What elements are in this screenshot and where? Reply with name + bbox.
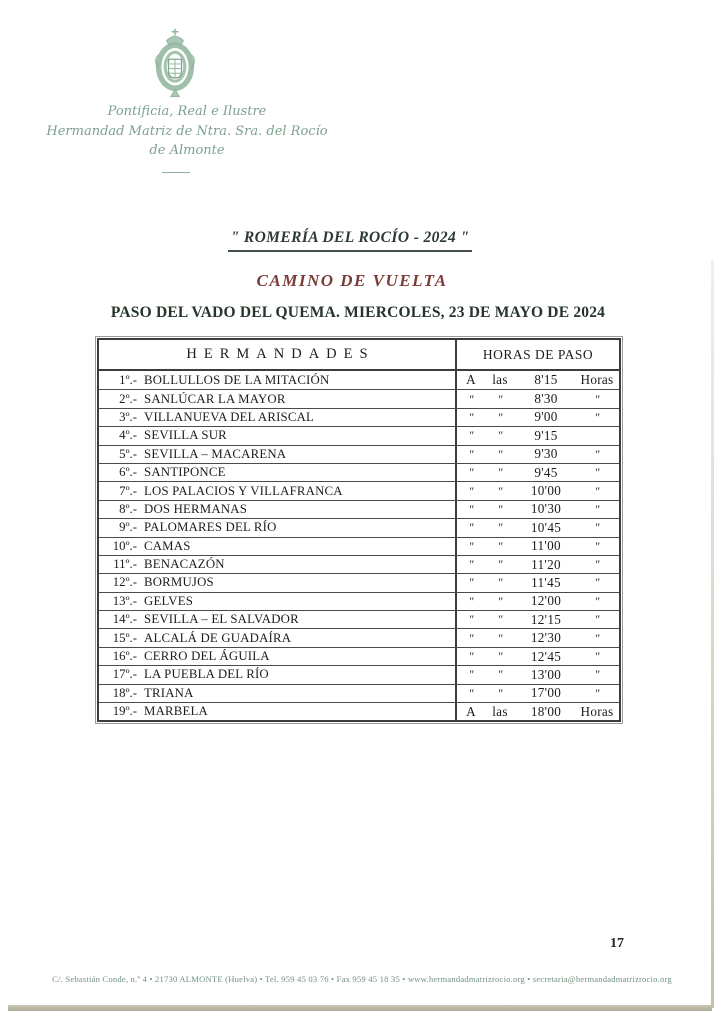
table-row xyxy=(99,426,619,444)
hermandad-cell xyxy=(99,538,455,555)
hermandad-ordinal: 2º.- xyxy=(119,391,137,406)
time-value: 8'30 xyxy=(534,391,558,407)
time-cell xyxy=(455,703,619,720)
hermandad-name: PALOMARES DEL RÍO xyxy=(144,520,277,535)
time-suffix-horas: " xyxy=(594,465,600,480)
table-row xyxy=(99,647,619,665)
time-prefix-las: las xyxy=(492,703,508,719)
table-row xyxy=(99,628,619,646)
time-value: 10'30 xyxy=(530,501,562,517)
time-prefix-a: " xyxy=(468,483,474,498)
org-line-3: de Almonte xyxy=(149,143,225,158)
hermandad-name: VILLANUEVA DEL ARISCAL xyxy=(144,409,315,424)
table-row xyxy=(99,389,619,407)
time-cell xyxy=(455,648,619,665)
time-prefix-a: " xyxy=(468,685,474,700)
column-header-horas-de-paso: HORAS DE PASO xyxy=(455,340,619,369)
time-suffix-horas: " xyxy=(594,557,600,572)
table-row xyxy=(99,408,619,426)
organization-name xyxy=(27,102,347,161)
time-prefix-las: " xyxy=(497,575,503,590)
org-line-2: Hermandad Matriz de Ntra. Sra. del Rocío xyxy=(46,123,328,139)
time-prefix-las: " xyxy=(497,520,503,535)
time-prefix-a: A xyxy=(466,372,476,388)
org-divider-rule xyxy=(162,172,190,173)
hermandad-ordinal: 8º.- xyxy=(119,501,137,516)
time-prefix-a: " xyxy=(468,649,474,664)
time-cell xyxy=(455,538,619,555)
time-value: 8'15 xyxy=(534,372,558,388)
time-value: 12'00 xyxy=(530,593,562,609)
hermandad-ordinal: 13º.- xyxy=(112,593,137,608)
table-row xyxy=(99,702,619,720)
hermandad-name: SANLÚCAR LA MAYOR xyxy=(144,391,286,406)
hermandad-cell xyxy=(99,685,455,702)
table-row xyxy=(99,371,619,389)
time-suffix-horas: " xyxy=(594,612,600,627)
time-cell xyxy=(455,574,619,591)
hermandad-name: DOS HERMANAS xyxy=(144,501,248,516)
hermandad-ordinal: 12º.- xyxy=(112,575,137,590)
hermandad-cell xyxy=(99,611,455,628)
time-prefix-a: " xyxy=(468,630,474,645)
hermandad-name: SEVILLA SUR xyxy=(144,428,227,443)
timetable-header-row xyxy=(99,340,619,371)
time-suffix-horas: " xyxy=(594,501,600,516)
document-subtitle: CAMINO DE VUELTA xyxy=(256,271,448,290)
time-suffix-horas: " xyxy=(594,538,600,553)
time-prefix-las: " xyxy=(497,538,503,553)
time-prefix-a: " xyxy=(468,501,474,516)
page-scan-bottom-edge xyxy=(8,1005,712,1011)
time-suffix-horas: " xyxy=(594,575,600,590)
time-cell xyxy=(455,666,619,683)
hermandad-cell xyxy=(99,427,455,444)
time-suffix-horas: " xyxy=(594,685,600,700)
time-value: 11'00 xyxy=(531,538,561,554)
hermandad-name: CERRO DEL ÁGUILA xyxy=(144,649,270,664)
hermandad-name: LA PUEBLA DEL RÍO xyxy=(144,667,269,682)
time-prefix-a: " xyxy=(468,575,474,590)
time-suffix-horas: " xyxy=(594,409,600,424)
hermandad-name: GELVES xyxy=(144,593,194,608)
hermandad-ordinal: 5º.- xyxy=(119,446,137,461)
time-cell xyxy=(455,593,619,610)
table-row xyxy=(99,500,619,518)
time-prefix-a: A xyxy=(466,703,476,719)
time-value: 9'30 xyxy=(534,446,558,462)
time-prefix-a: " xyxy=(468,446,474,461)
time-prefix-las: " xyxy=(497,428,503,443)
time-prefix-las: " xyxy=(497,593,503,608)
time-value: 9'15 xyxy=(534,427,558,443)
time-prefix-las: " xyxy=(497,483,503,498)
time-cell xyxy=(455,482,619,499)
hermandad-ordinal: 18º.- xyxy=(112,685,137,700)
table-row xyxy=(99,463,619,481)
time-prefix-las: las xyxy=(492,372,508,388)
hermandad-cell xyxy=(99,371,455,389)
time-cell xyxy=(455,519,619,536)
time-suffix-horas: " xyxy=(594,649,600,664)
hermandad-name: SEVILLA – MACARENA xyxy=(144,446,287,461)
document-title xyxy=(0,229,700,252)
column-header-hermandades: HERMANDADES xyxy=(186,346,375,362)
hermandad-crest-icon xyxy=(147,27,203,99)
hermandad-name: LOS PALACIOS Y VILLAFRANCA xyxy=(144,483,343,498)
time-prefix-a: " xyxy=(468,465,474,480)
hermandad-ordinal: 1º.- xyxy=(119,372,137,387)
time-prefix-a: " xyxy=(468,612,474,627)
hermandad-ordinal: 7º.- xyxy=(119,483,137,498)
time-cell xyxy=(455,390,619,407)
time-value: 9'00 xyxy=(534,409,558,425)
time-cell xyxy=(455,685,619,702)
time-prefix-a: " xyxy=(468,557,474,572)
time-suffix-horas: " xyxy=(594,593,600,608)
table-row xyxy=(99,592,619,610)
time-prefix-las: " xyxy=(497,409,503,424)
time-prefix-las: " xyxy=(497,391,503,406)
table-row xyxy=(99,610,619,628)
event-heading: PASO DEL VADO DEL QUEMA. MIERCOLES, 23 DE MAYO DE 2024 xyxy=(110,304,606,321)
time-value: 11'20 xyxy=(531,556,561,572)
time-prefix-las: " xyxy=(497,630,503,645)
hermandad-cell xyxy=(99,482,455,499)
table-row xyxy=(99,518,619,536)
hermandad-ordinal: 4º.- xyxy=(119,428,137,443)
time-value: 12'15 xyxy=(530,611,562,627)
time-prefix-las: " xyxy=(497,649,503,664)
time-cell xyxy=(455,611,619,628)
hermandad-ordinal: 19º.- xyxy=(112,704,137,719)
hermandad-ordinal: 6º.- xyxy=(119,465,137,480)
time-value: 13'00 xyxy=(530,666,562,682)
page-number: 17 xyxy=(610,936,624,951)
time-prefix-a: " xyxy=(468,538,474,553)
time-prefix-las: " xyxy=(497,501,503,516)
time-suffix-horas: " xyxy=(594,667,600,682)
hermandad-name: BOLLULLOS DE LA MITACIÓN xyxy=(144,372,330,387)
time-value: 17'00 xyxy=(530,685,562,701)
time-value: 12'45 xyxy=(530,648,562,664)
time-suffix-horas: " xyxy=(594,630,600,645)
hermandad-name: SANTIPONCE xyxy=(144,465,226,480)
hermandad-name: BENACAZÓN xyxy=(144,557,225,572)
time-value: 10'00 xyxy=(530,483,562,499)
hermandad-ordinal: 10º.- xyxy=(112,538,137,553)
table-row xyxy=(99,684,619,702)
time-cell xyxy=(455,556,619,573)
table-body xyxy=(99,371,619,720)
hermandad-cell xyxy=(99,556,455,573)
time-prefix-las: " xyxy=(497,685,503,700)
hermandad-cell xyxy=(99,519,455,536)
time-suffix-horas: " xyxy=(594,483,600,498)
hermandad-cell xyxy=(99,593,455,610)
table-row xyxy=(99,555,619,573)
time-value: 18'00 xyxy=(530,703,562,719)
hermandad-ordinal: 9º.- xyxy=(119,520,137,535)
time-cell xyxy=(455,629,619,646)
time-prefix-a: " xyxy=(468,593,474,608)
hermandad-cell xyxy=(99,666,455,683)
time-prefix-a: " xyxy=(468,520,474,535)
table-row xyxy=(99,445,619,463)
document-title-text: " ROMERÍA DEL ROCÍO - 2024 " xyxy=(228,229,473,252)
time-cell xyxy=(455,501,619,518)
time-suffix-horas: " xyxy=(594,446,600,461)
time-prefix-a: " xyxy=(468,428,474,443)
table-row xyxy=(99,537,619,555)
time-value: 10'45 xyxy=(530,519,562,535)
time-prefix-las: " xyxy=(497,446,503,461)
footer-contact-line: C/. Sebastián Conde, n.º 4 • 21730 ALMONTE (Huelva) • Tel. 959 45 03 76 • Fax 959 45 18 35 • www.hermandadmatrizrocio.org • secretaria@hermandadmatrizrocio.org xyxy=(52,974,672,984)
time-suffix-horas: Horas xyxy=(580,703,614,719)
table-row xyxy=(99,665,619,683)
time-value: 9'45 xyxy=(534,464,558,480)
hermandad-name: SEVILLA – EL SALVADOR xyxy=(144,612,299,627)
hermandad-ordinal: 15º.- xyxy=(112,630,137,645)
time-cell xyxy=(455,427,619,444)
hermandad-ordinal: 14º.- xyxy=(112,612,137,627)
hermandad-ordinal: 3º.- xyxy=(119,409,137,424)
time-suffix-horas: " xyxy=(594,391,600,406)
time-value: 11'45 xyxy=(531,574,561,590)
time-prefix-a: " xyxy=(468,667,474,682)
hermandad-ordinal: 11º.- xyxy=(113,557,137,572)
time-prefix-las: " xyxy=(497,612,503,627)
org-line-1: Pontificia, Real e Ilustre xyxy=(107,104,267,119)
hermandad-cell xyxy=(99,501,455,518)
time-suffix-horas: " xyxy=(594,520,600,535)
table-row xyxy=(99,573,619,591)
hermandad-name: TRIANA xyxy=(144,685,194,700)
hermandad-ordinal: 16º.- xyxy=(112,649,137,664)
hermandad-cell xyxy=(99,409,455,426)
hermandad-cell xyxy=(99,574,455,591)
hermandad-cell xyxy=(99,648,455,665)
time-cell xyxy=(455,446,619,463)
hermandad-cell xyxy=(99,703,455,720)
time-prefix-a: " xyxy=(468,409,474,424)
time-cell xyxy=(455,464,619,481)
hermandad-cell xyxy=(99,446,455,463)
time-cell xyxy=(455,371,619,389)
timetable xyxy=(97,338,621,722)
hermandad-cell xyxy=(99,464,455,481)
time-prefix-las: " xyxy=(497,557,503,572)
hermandad-name: MARBELA xyxy=(144,704,208,719)
hermandad-cell xyxy=(99,629,455,646)
time-prefix-las: " xyxy=(497,465,503,480)
time-suffix-horas: Horas xyxy=(580,372,614,388)
time-cell xyxy=(455,409,619,426)
hermandad-cell xyxy=(99,390,455,407)
page-scan-right-edge xyxy=(711,260,714,1008)
table-row xyxy=(99,481,619,499)
hermandad-name: ALCALÁ DE GUADAÍRA xyxy=(144,630,292,645)
hermandad-name: BORMUJOS xyxy=(144,575,214,590)
time-prefix-las: " xyxy=(497,667,503,682)
time-prefix-a: " xyxy=(468,391,474,406)
hermandad-ordinal: 17º.- xyxy=(112,667,137,682)
time-value: 12'30 xyxy=(530,630,562,646)
hermandad-name: CAMAS xyxy=(144,538,191,553)
